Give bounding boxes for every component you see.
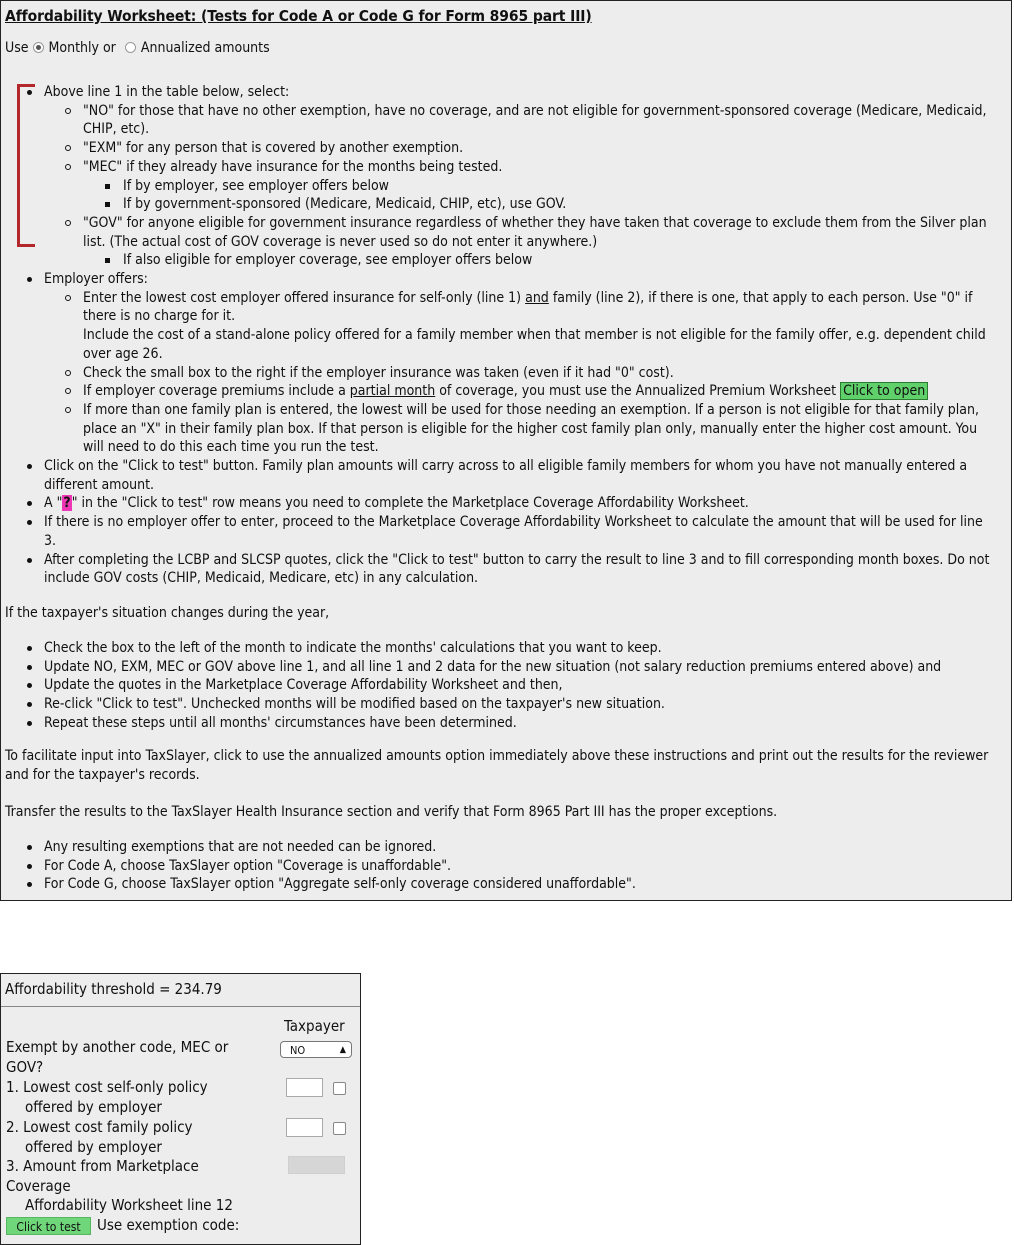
- use-label: Use: [5, 40, 29, 56]
- question-mark-badge: ?: [63, 495, 71, 512]
- changes-list: [1, 639, 1011, 733]
- list-item: "EXM" for any person that is covered by another exemption.: [1, 139, 1011, 158]
- list-item: Update NO, EXM, MEC or GOV above line 1, and all line 1 and 2 data for the new situation (not salary reduction premiums entered above) and: [1, 658, 1011, 677]
- line2-label: 2. Lowest cost family policy offered by employer: [6, 1118, 193, 1156]
- annualized-radio[interactable]: [125, 42, 136, 53]
- list-item: Employer offers:: [1, 270, 1011, 289]
- list-item: If by employer, see employer offers below: [1, 177, 1011, 196]
- list-item: If more than one family plan is entered, the lowest will be used for those needing an exemption. If a person is not eligible for that family plan, place an "X" in their family plan box. If that person is eligible for the higher cost family plan only, manually enter the higher cost amount. You will need to do this each time you run the test.: [1, 401, 1011, 457]
- list-item: "GOV" for anyone eligible for government insurance regardless of whether they have taken that coverage to exclude them from the Silver plan list. (The actual cost of GOV coverage is never used so do not enter it anywhere.): [1, 214, 1011, 251]
- list-item: Check the small box to the right if the employer insurance was taken (even if it had "0" cost).: [1, 364, 1011, 383]
- divider: [1, 1006, 360, 1007]
- use-exemption-label: Use exemption code:: [97, 1216, 240, 1234]
- page-title: Affordability Worksheet: (Tests for Code A or Code G for Form 8965 part III): [5, 7, 592, 25]
- list-item: If there is no employer offer to enter, proceed to the Marketplace Coverage Affordability Worksheet to calculate the amount that will be used for line 3.: [1, 513, 1011, 550]
- line1-label: 1. Lowest cost self-only policy offered by employer: [6, 1078, 208, 1116]
- list-item: Above line 1 in the table below, select:: [1, 83, 1011, 102]
- list-item: "MEC" if they already have insurance for the months being tested.: [1, 158, 1011, 177]
- transfer-text: Transfer the results to the TaxSlayer Health Insurance section and verify that Form 8965 Part III has the proper exceptions.: [5, 804, 778, 820]
- list-item: If by government-sponsored (Medicare, Medicaid, CHIP, etc), use GOV.: [1, 195, 1011, 214]
- list-item: Any resulting exemptions that are not needed can be ignored.: [1, 838, 1011, 857]
- list-item: Update the quotes in the Marketplace Coverage Affordability Worksheet and then,: [1, 676, 1011, 695]
- line3-label: 3. Amount from Marketplace Coverage Affordability Worksheet line 12: [6, 1157, 233, 1214]
- monthly-label: Monthly or: [48, 40, 116, 56]
- list-item: If employer coverage premiums include a partial month of coverage, you must use the Annualized Premium Worksheet Click to open: [1, 382, 1011, 401]
- list-item: Check the box to the left of the month to indicate the months' calculations that you want to keep.: [1, 639, 1011, 658]
- click-to-open-button[interactable]: Click to open: [840, 382, 928, 400]
- list-item: For Code A, choose TaxSlayer option "Coverage is unaffordable".: [1, 857, 1011, 876]
- list-item: Re-click "Click to test". Unchecked months will be modified based on the taxpayer's new situation.: [1, 695, 1011, 714]
- list-item: "NO" for those that have no other exemption, have no coverage, and are not eligible for government-sponsored coverage (Medicare, Medicaid, CHIP, etc).: [1, 102, 1011, 139]
- exempt-select[interactable]: NO ▲: [280, 1041, 352, 1058]
- partial-month-link[interactable]: partial month: [349, 383, 436, 400]
- annualized-label: Annualized amounts: [140, 40, 270, 56]
- final-list: [1, 838, 1011, 894]
- self-only-input[interactable]: [286, 1078, 323, 1097]
- list-item: After completing the LCBP and SLCSP quotes, click the "Click to test" button to carry the result to line 3 and to fill corresponding month boxes. Do not include GOV costs (CHIP, Medicaid, Medicare, etc) in any calculation.: [1, 551, 1011, 588]
- list-item: A "?" in the "Click to test" row means you need to complete the Marketplace Coverage Affordability Worksheet.: [1, 494, 1011, 513]
- self-only-taken-checkbox[interactable]: [333, 1082, 346, 1095]
- click-to-test-button[interactable]: Click to test: [6, 1217, 91, 1235]
- column-header-taxpayer: Taxpayer: [284, 1017, 345, 1035]
- updown-arrow-icon: ▲: [339, 1045, 346, 1055]
- instructions-list: [1, 83, 1011, 588]
- affordability-table: [0, 973, 361, 1245]
- amount-mode-row: [5, 39, 270, 58]
- facilitate-text: To facilitate input into TaxSlayer, click to use the annualized amounts option immediately above these instructions and print out the results for the reviewer and for the taxpayer's records.: [5, 748, 989, 783]
- list-item: Repeat these steps until all months' circumstances have been determined.: [1, 714, 1011, 733]
- marketplace-amount-field: [288, 1156, 345, 1174]
- list-item: For Code G, choose TaxSlayer option "Aggregate self-only coverage considered unaffordable".: [1, 875, 1011, 894]
- list-item: If also eligible for employer coverage, see employer offers below: [1, 251, 1011, 270]
- list-item: Click on the "Click to test" button. Family plan amounts will carry across to all eligible family members for whom you have not manually entered a different amount.: [1, 457, 1011, 494]
- family-input[interactable]: [286, 1118, 323, 1137]
- list-item: Enter the lowest cost employer offered insurance for self-only (line 1) and family (line 2), if there is one, that apply to each person. Use "0" if there is no charge for it. Include the cost of a stand-alone policy offered for a family member when that member is not eligible for the family offer, e.g. dependent child over age 26.: [1, 289, 1011, 364]
- monthly-radio[interactable]: [33, 42, 44, 53]
- family-taken-checkbox[interactable]: [333, 1122, 346, 1135]
- threshold-text: Affordability threshold = 234.79: [5, 980, 222, 998]
- exempt-label: Exempt by another code, MEC or GOV?: [6, 1038, 229, 1076]
- changes-intro: If the taxpayer's situation changes during the year,: [5, 605, 330, 621]
